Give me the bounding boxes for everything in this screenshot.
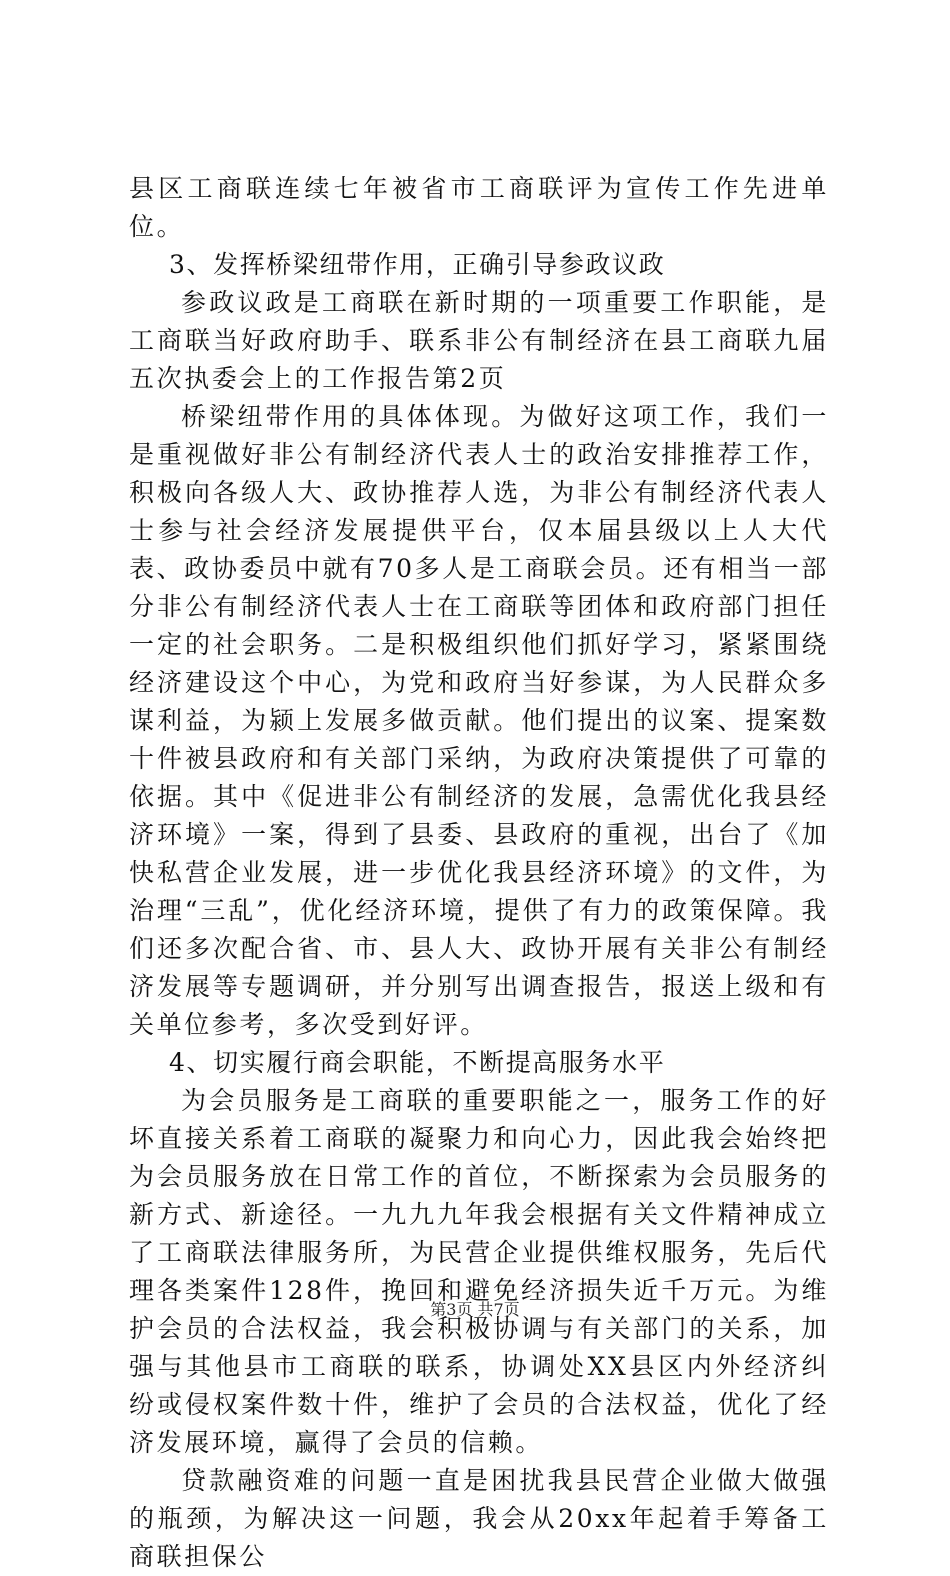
page-footer: 第3页 共7页 xyxy=(430,1300,520,1319)
section-heading: 3、发挥桥梁纽带作用，正确引导参政议政 xyxy=(169,250,666,279)
paragraph: 参政议政是工商联在新时期的一项重要工作职能，是工商联当好政府助手、联系非公有制经济在县工商联九届五次执委会上的工作报告第2页 xyxy=(129,288,829,393)
paragraph: 县区工商联连续七年被省市工商联评为宣传工作先进单位。 xyxy=(129,174,829,241)
paragraph: 贷款融资难的问题一直是困扰我县民营企业做大做强的瓶颈，为解决这一问题，我会从20xx年起着手筹备工商联担保公 xyxy=(129,1466,829,1571)
section-heading: 4、切实履行商会职能，不断提高服务水平 xyxy=(169,1048,666,1077)
paragraph: 为会员服务是工商联的重要职能之一，服务工作的好坏直接关系着工商联的凝聚力和向心力，因此我会始终把为会员服务放在日常工作的首位，不断探索为会员服务的新方式、新途径。一九九九年我会根据有关文件精神成立了工商联法律服务所，为民营企业提供维权服务，先后代理各类案件128件，挽回和避免经济损失近千万元。为维护会员的合法权益，我会积极协调与有关部门的关系，加强与其他县市工商联的联系，协调处XX县区内外经济纠纷或侵权案件数十件，维护了会员的合法权益，优化了经济发展环境，赢得了会员的信赖。 xyxy=(129,1086,829,1457)
paragraph: 桥梁纽带作用的具体体现。为做好这项工作，我们一是重视做好非公有制经济代表人士的政治安排推荐工作，积极向各级人大、政协推荐人选，为非公有制经济代表人士参与社会经济发展提供平台，仅本届县级以上人大代表、政协委员中就有70多人是工商联会员。还有相当一部分非公有制经济代表人士在工商联等团体和政府部门担任一定的社会职务。二是积极组织他们抓好学习，紧紧围绕经济建设这个中心，为党和政府当好参谋，为人民群众多谋利益，为颍上发展多做贡献。他们提出的议案、提案数十件被县政府和有关部门采纳，为政府决策提供了可靠的依据。其中《促进非公有制经济的发展，急需优化我县经济环境》一案，得到了县委、县政府的重视，出台了《加快私营企业发展，进一步优化我县经济环境》的文件，为治理“三乱”，优化经济环境，提供了有力的政策保障。我们还多次配合省、市、县人大、政协开展有关非公有制经济发展等专题调研，并分别写出调查报告，报送上级和有关单位参考，多次受到好评。 xyxy=(129,402,829,1039)
document-body xyxy=(129,170,829,1576)
